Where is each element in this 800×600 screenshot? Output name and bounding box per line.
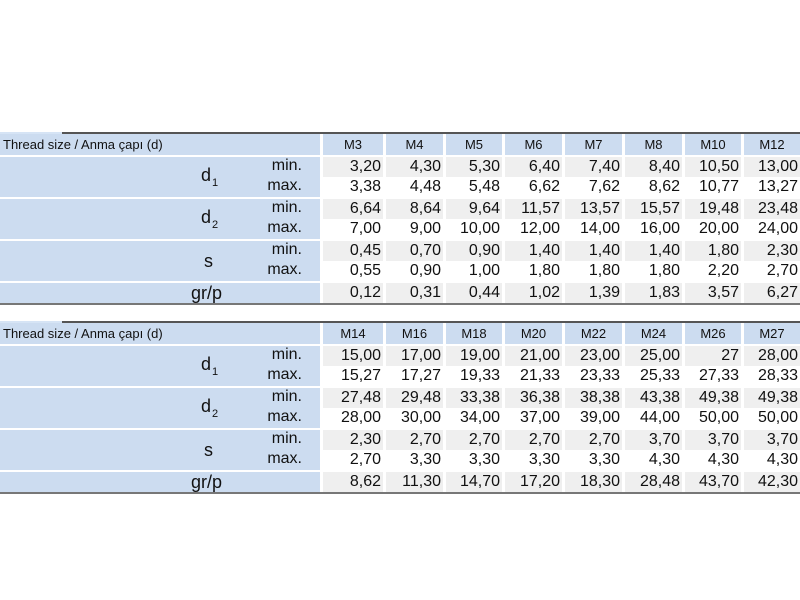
- value-cell: 49,38: [741, 388, 800, 408]
- value-cell: 13,00: [741, 157, 800, 177]
- table-row: [0, 346, 800, 366]
- value-cell: 13,27: [741, 177, 800, 197]
- limit-label-max: max.: [267, 219, 302, 236]
- value-cell: 33,38: [443, 388, 502, 408]
- table-header-row: [0, 134, 800, 155]
- param-symbol-d1: [201, 165, 218, 189]
- param-group-d1: [0, 346, 800, 386]
- thread-size-header: M22: [562, 323, 622, 344]
- value-cell: 8,62: [622, 177, 682, 197]
- param-subscript: 2: [212, 408, 219, 420]
- value-cell: 3,70: [682, 430, 741, 450]
- table-row: [0, 430, 800, 450]
- value-cell: 15,00: [320, 346, 383, 366]
- param-label-cell: [0, 241, 320, 261]
- param-symbol-text: d: [201, 396, 212, 416]
- param-symbol-gr-p: [191, 283, 222, 304]
- value-cell: 17,20: [502, 472, 562, 492]
- table-row: [0, 199, 800, 219]
- limit-label-min: min.: [271, 199, 302, 216]
- value-cell: 2,70: [320, 450, 383, 470]
- value-cell: 6,40: [502, 157, 562, 177]
- param-symbol-s: [204, 440, 213, 461]
- value-cell: 39,00: [562, 408, 622, 428]
- value-cell: 1,40: [562, 241, 622, 261]
- value-cell: 15,57: [622, 199, 682, 219]
- value-cell: 15,27: [320, 366, 383, 386]
- value-cell: 34,00: [443, 408, 502, 428]
- value-cell: 0,31: [383, 283, 443, 303]
- limit-label-max: max.: [267, 366, 302, 383]
- param-label-cell: [0, 408, 320, 428]
- value-cell: 42,30: [741, 472, 800, 492]
- param-symbol-text: gr/p: [191, 283, 223, 303]
- thread-size-header: M16: [383, 323, 443, 344]
- value-cell: 49,38: [682, 388, 741, 408]
- value-cell: 28,00: [320, 408, 383, 428]
- dimension-table-1: [0, 132, 800, 305]
- param-label-cell: [0, 430, 320, 450]
- param-symbol-s: [204, 251, 213, 272]
- param-symbol-text: d: [201, 207, 212, 227]
- value-cell: 0,55: [320, 261, 383, 281]
- value-cell: 0,45: [320, 241, 383, 261]
- limit-label-min: min.: [271, 241, 302, 258]
- value-cell: 3,57: [682, 283, 741, 303]
- value-cell: 8,62: [320, 472, 383, 492]
- value-cell: 43,70: [682, 472, 741, 492]
- value-cell: 4,48: [383, 177, 443, 197]
- table-header-row: [0, 323, 800, 344]
- param-label-cell: [0, 177, 320, 197]
- value-cell: 21,33: [502, 366, 562, 386]
- value-cell: 0,90: [443, 241, 502, 261]
- thread-size-header: M8: [622, 134, 682, 155]
- value-cell: 6,27: [741, 283, 800, 303]
- param-label-cell: [0, 346, 320, 366]
- limit-label-max: max.: [267, 261, 302, 278]
- thread-size-header: M5: [443, 134, 502, 155]
- value-cell: 1,80: [562, 261, 622, 281]
- value-cell: 7,00: [320, 219, 383, 239]
- value-cell: 4,30: [622, 450, 682, 470]
- param-symbol-text: d: [201, 165, 212, 185]
- value-cell: 10,50: [682, 157, 741, 177]
- thread-size-header: M14: [320, 323, 383, 344]
- table-row: [0, 408, 800, 428]
- value-cell: 19,33: [443, 366, 502, 386]
- limit-label-max: max.: [267, 408, 302, 425]
- value-cell: 37,00: [502, 408, 562, 428]
- param-group-d2: [0, 199, 800, 239]
- value-cell: 2,70: [443, 430, 502, 450]
- table-row: [0, 177, 800, 197]
- thread-size-header: M3: [320, 134, 383, 155]
- table-row: [0, 261, 800, 281]
- value-cell: 38,38: [562, 388, 622, 408]
- param-label-cell: [0, 157, 320, 177]
- thread-size-header: M26: [682, 323, 741, 344]
- thread-size-header: M24: [622, 323, 682, 344]
- value-cell: 27,48: [320, 388, 383, 408]
- thread-size-header: M6: [502, 134, 562, 155]
- value-cell: 1,83: [622, 283, 682, 303]
- value-cell: 1,80: [502, 261, 562, 281]
- value-cell: 1,40: [622, 241, 682, 261]
- value-cell: 18,30: [562, 472, 622, 492]
- thread-size-header: M18: [443, 323, 502, 344]
- value-cell: 8,64: [383, 199, 443, 219]
- value-cell: 25,33: [622, 366, 682, 386]
- value-cell: 25,00: [622, 346, 682, 366]
- value-cell: 8,40: [622, 157, 682, 177]
- value-cell: 16,00: [622, 219, 682, 239]
- value-cell: 1,40: [502, 241, 562, 261]
- thread-size-header: M7: [562, 134, 622, 155]
- value-cell: 1,80: [622, 261, 682, 281]
- value-cell: 3,70: [622, 430, 682, 450]
- value-cell: 3,30: [502, 450, 562, 470]
- value-cell: 27,33: [682, 366, 741, 386]
- table-row: [0, 450, 800, 470]
- param-group-s: [0, 241, 800, 281]
- value-cell: 50,00: [741, 408, 800, 428]
- table-row: [0, 283, 800, 303]
- value-cell: 30,00: [383, 408, 443, 428]
- value-cell: 20,00: [682, 219, 741, 239]
- table-header-label: Thread size / Anma çapı (d): [0, 323, 320, 344]
- value-cell: 1,00: [443, 261, 502, 281]
- table-bottom-rule: [0, 492, 800, 494]
- param-label-cell: [0, 199, 320, 219]
- value-cell: 11,30: [383, 472, 443, 492]
- value-cell: 3,30: [443, 450, 502, 470]
- param-subscript: 1: [212, 177, 219, 189]
- value-cell: 9,00: [383, 219, 443, 239]
- value-cell: 2,30: [741, 241, 800, 261]
- value-cell: 24,00: [741, 219, 800, 239]
- value-cell: 0,70: [383, 241, 443, 261]
- value-cell: 3,38: [320, 177, 383, 197]
- value-cell: 2,30: [320, 430, 383, 450]
- value-cell: 13,57: [562, 199, 622, 219]
- thread-size-header: M12: [741, 134, 800, 155]
- thread-size-header: M27: [741, 323, 800, 344]
- value-cell: 7,40: [562, 157, 622, 177]
- thread-size-header: M10: [682, 134, 741, 155]
- table-bottom-rule: [0, 303, 800, 305]
- value-cell: 14,00: [562, 219, 622, 239]
- value-cell: 50,00: [682, 408, 741, 428]
- value-cell: 9,64: [443, 199, 502, 219]
- value-cell: 2,20: [682, 261, 741, 281]
- value-cell: 4,30: [741, 450, 800, 470]
- param-subscript: 1: [212, 366, 219, 378]
- param-group-gr-p: [0, 283, 800, 303]
- value-cell: 43,38: [622, 388, 682, 408]
- value-cell: 5,48: [443, 177, 502, 197]
- value-cell: 12,00: [502, 219, 562, 239]
- param-symbol-text: gr/p: [191, 472, 223, 492]
- dimension-table-2: [0, 321, 800, 494]
- param-symbol-gr-p: [191, 472, 222, 493]
- param-label-cell: [0, 450, 320, 470]
- value-cell: 36,38: [502, 388, 562, 408]
- value-cell: 1,02: [502, 283, 562, 303]
- param-label-cell: [0, 283, 320, 303]
- value-cell: 23,33: [562, 366, 622, 386]
- value-cell: 28,00: [741, 346, 800, 366]
- param-symbol-d2: [201, 396, 218, 420]
- limit-label-min: min.: [271, 388, 302, 405]
- value-cell: 28,33: [741, 366, 800, 386]
- param-group-gr-p: [0, 472, 800, 492]
- value-cell: 6,62: [502, 177, 562, 197]
- table-row: [0, 472, 800, 492]
- table-row: [0, 157, 800, 177]
- value-cell: 7,62: [562, 177, 622, 197]
- value-cell: 2,70: [562, 430, 622, 450]
- limit-label-max: max.: [267, 450, 302, 467]
- value-cell: 17,27: [383, 366, 443, 386]
- limit-label-min: min.: [271, 157, 302, 174]
- param-label-cell: [0, 388, 320, 408]
- value-cell: 23,00: [562, 346, 622, 366]
- value-cell: 5,30: [443, 157, 502, 177]
- thread-size-header: M4: [383, 134, 443, 155]
- value-cell: 19,48: [682, 199, 741, 219]
- value-cell: 29,48: [383, 388, 443, 408]
- limit-label-min: min.: [271, 430, 302, 447]
- param-label-cell: [0, 219, 320, 239]
- value-cell: 23,48: [741, 199, 800, 219]
- value-cell: 2,70: [741, 261, 800, 281]
- table-row: [0, 241, 800, 261]
- param-symbol-text: d: [201, 354, 212, 374]
- value-cell: 0,12: [320, 283, 383, 303]
- param-label-cell: [0, 472, 320, 492]
- value-cell: 10,00: [443, 219, 502, 239]
- table-header-label: Thread size / Anma çapı (d): [0, 134, 320, 155]
- value-cell: 3,20: [320, 157, 383, 177]
- value-cell: 3,70: [741, 430, 800, 450]
- value-cell: 44,00: [622, 408, 682, 428]
- param-symbol-d1: [201, 354, 218, 378]
- value-cell: 2,70: [383, 430, 443, 450]
- param-symbol-text: s: [204, 440, 213, 460]
- thread-size-header: M20: [502, 323, 562, 344]
- value-cell: 0,90: [383, 261, 443, 281]
- limit-label-max: max.: [267, 177, 302, 194]
- value-cell: 2,70: [502, 430, 562, 450]
- value-cell: 0,44: [443, 283, 502, 303]
- value-cell: 17,00: [383, 346, 443, 366]
- table-row: [0, 388, 800, 408]
- value-cell: 1,80: [682, 241, 741, 261]
- param-group-s: [0, 430, 800, 470]
- value-cell: 4,30: [682, 450, 741, 470]
- param-subscript: 2: [212, 219, 219, 231]
- value-cell: 27: [682, 346, 741, 366]
- value-cell: 21,00: [502, 346, 562, 366]
- param-group-d2: [0, 388, 800, 428]
- value-cell: 4,30: [383, 157, 443, 177]
- value-cell: 11,57: [502, 199, 562, 219]
- value-cell: 6,64: [320, 199, 383, 219]
- value-cell: 1,39: [562, 283, 622, 303]
- param-group-d1: [0, 157, 800, 197]
- value-cell: 3,30: [562, 450, 622, 470]
- param-label-cell: [0, 366, 320, 386]
- value-cell: 28,48: [622, 472, 682, 492]
- param-label-cell: [0, 261, 320, 281]
- value-cell: 19,00: [443, 346, 502, 366]
- param-symbol-d2: [201, 207, 218, 231]
- param-symbol-text: s: [204, 251, 213, 271]
- table-row: [0, 366, 800, 386]
- value-cell: 14,70: [443, 472, 502, 492]
- table-row: [0, 219, 800, 239]
- limit-label-min: min.: [271, 346, 302, 363]
- value-cell: 3,30: [383, 450, 443, 470]
- value-cell: 10,77: [682, 177, 741, 197]
